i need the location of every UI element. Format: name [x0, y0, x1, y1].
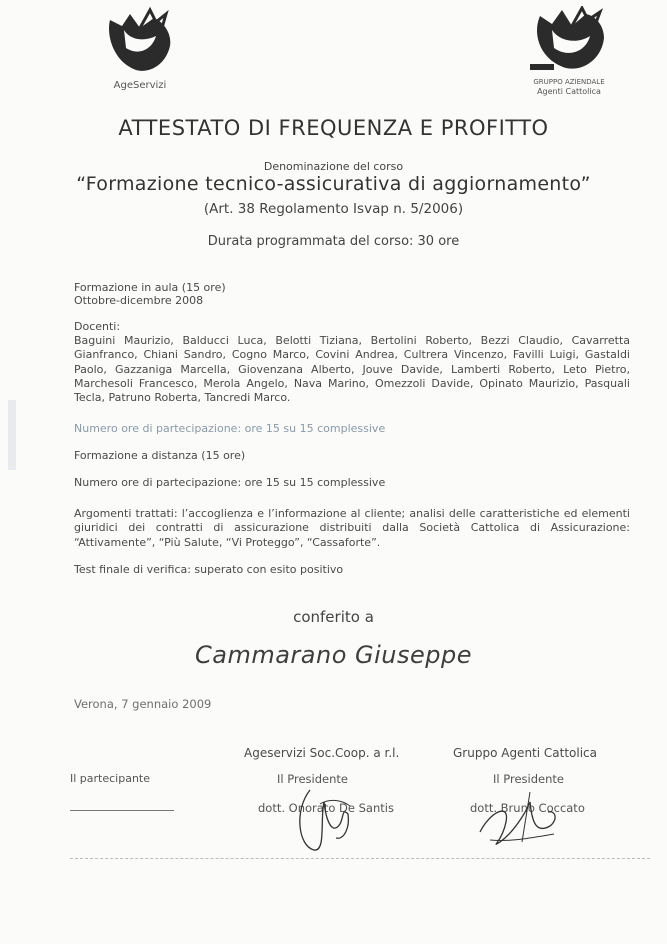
conferred-label: conferito a [293, 608, 374, 626]
agenti-cattolica-caption-line1: GRUPPO AZIENDALE [533, 78, 605, 86]
distance-hours: Numero ore di partecipazione: ore 15 su 15 complessive [74, 476, 386, 489]
classroom-training: Formazione in aula (15 ore) [74, 281, 226, 294]
course-label: Denominazione del corso [263, 160, 404, 173]
agenti-cattolica-caption-line2: Agenti Cattolica [537, 87, 601, 96]
classroom-hours: Numero ore di partecipazione: ore 15 su 15 complessive [74, 422, 386, 435]
org1-signatory: dott. Onorato De Santis [258, 801, 394, 815]
classroom-period: Ottobre-dicembre 2008 [74, 294, 204, 307]
place-date: Verona, 7 gennaio 2009 [74, 697, 212, 711]
teachers-list: Baguini Maurizio, Balducci Luca, Belotti Tiziana, Bertolini Roberto, Bezzi Claudio, Cavarretta Gianfranco, Chiani Sandro, Cogno Marco, Covini Andrea, Cultrera Vincenzo, Favilli Luigi, Gastaldi Paolo, Gazzaniga Marcella, Giovenzana Alberto, Jouve Davide, Lamberti Roberto, Leto Pietro, Marchesoli Francesco, Merola Angelo, Nava Marino, Omezzoli Davide, Opinato Maurizio, Pasquali Tecla, Patruno Roberta, Tancredi Marco. [74, 334, 630, 405]
course-reference: (Art. 38 Regolamento Isvap n. 5/2006) [203, 201, 464, 217]
ageservizi-logo-caption: AgeServizi [113, 80, 167, 91]
course-duration: Durata programmata del corso: 30 ore [207, 234, 460, 249]
teachers-label: Docenti: [74, 320, 121, 333]
org2-handwritten-signature [470, 782, 570, 852]
org1-name: Ageservizi Soc.Coop. a r.l. [244, 746, 400, 760]
org2-role: Il Presidente [493, 772, 564, 786]
bottom-dashed-line [70, 858, 650, 859]
org1-role: Il Presidente [277, 772, 348, 786]
final-test: Test finale di verifica: superato con esito positivo [74, 563, 344, 576]
course-name: “Formazione tecnico-assicurativa di aggiornamento” [76, 173, 591, 195]
org1-handwritten-signature [290, 780, 370, 856]
participant-label: Il partecipante [70, 772, 151, 785]
participant-signature-line [70, 810, 174, 811]
side-stamp-mark [8, 400, 16, 470]
certificate-title: ATTESTATO DI FREQUENZA E PROFITTO [118, 116, 549, 140]
distance-training: Formazione a distanza (15 ore) [74, 449, 246, 462]
recipient-name: Cammarano Giuseppe [194, 641, 472, 669]
org2-signatory: dott. Bruno Coccato [470, 801, 585, 815]
topics-covered: Argomenti trattati: l’accoglienza e l’informazione al cliente; analisi delle caratteristiche ed elementi giuridici dei contratti di assicurazione distribuiti dalla Società Cattolica di Assicurazione: “Attivamente”, “Più Salute, “Vi Proteggo”, “Cassaforte”. [74, 507, 630, 549]
org2-name: Gruppo Agenti Cattolica [453, 746, 597, 760]
